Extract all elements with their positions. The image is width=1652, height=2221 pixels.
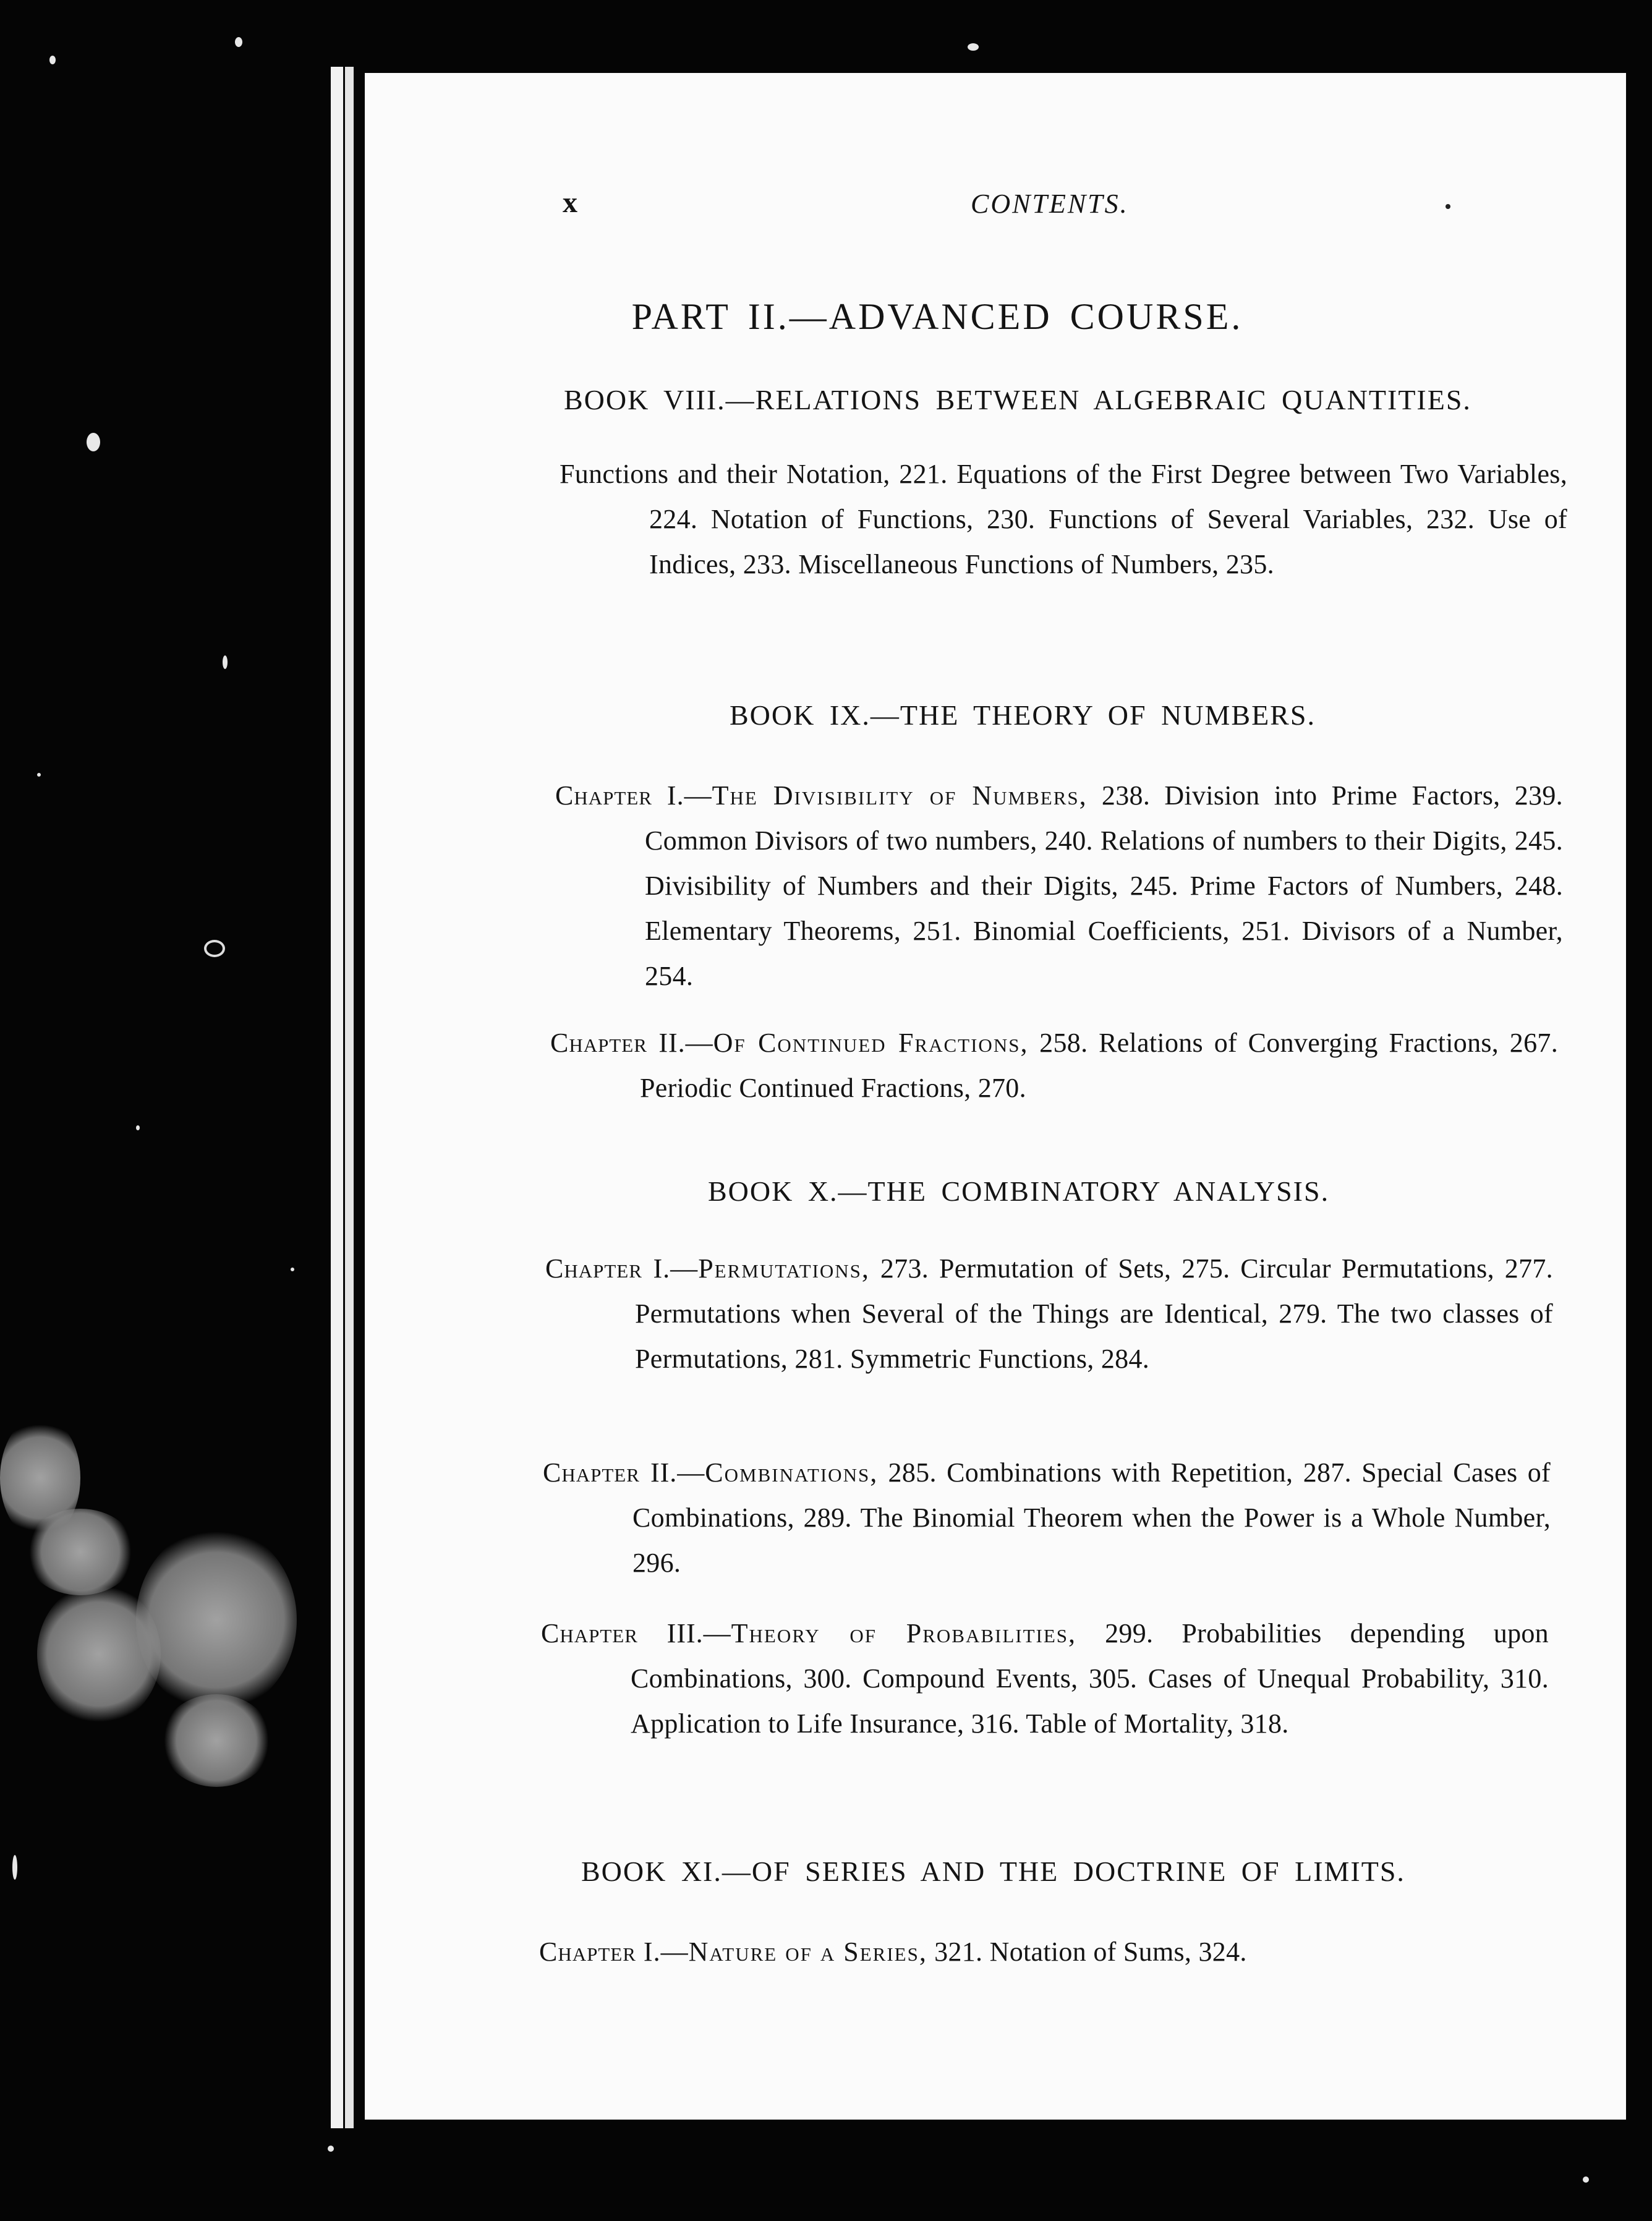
chapter-title: Combinations, xyxy=(705,1457,879,1488)
chapter-title: Nature of a Series, xyxy=(688,1937,927,1967)
entry-text: Functions and their Notation, 221. Equations of the First Degree between Two Variables, 224. Notation of Functions, 230. Functions of Several Variables, 232. Use of Indices, 233. Miscellaneous Functions of Numbers, 235. xyxy=(560,459,1567,579)
contents-entry xyxy=(555,773,1563,999)
entry-text: 258. Relations of Converging Fractions, 267. Periodic Continued Fractions, 270. xyxy=(640,1028,1559,1103)
chapter-title: Permutations, xyxy=(698,1253,870,1284)
contents-entry xyxy=(543,1450,1551,1585)
contents-entry xyxy=(560,451,1567,587)
dust-speck xyxy=(235,37,242,47)
chapter-label: Chapter I.— xyxy=(555,780,712,811)
entry-text: 321. Notation of Sums, 324. xyxy=(927,1937,1247,1967)
print-dot xyxy=(1446,204,1450,209)
chapter-title: Theory of Probabilities, xyxy=(731,1618,1077,1648)
dust-speck xyxy=(12,1855,17,1880)
book-title: BOOK X.—THE COMBINATORY ANALYSIS. xyxy=(708,1175,1330,1207)
book-title: BOOK IX.—THE THEORY OF NUMBERS. xyxy=(730,699,1316,731)
page-edge xyxy=(331,67,343,2128)
entry-text: 299. Probabilities depending upon Combinations, 300. Compound Events, 305. Cases of Unequal Probability, 310. Application to Life Insurance, 316. Table of Mortality, 318. xyxy=(631,1618,1549,1739)
page-number: x xyxy=(563,186,579,219)
chapter-label: Chapter III.— xyxy=(541,1618,731,1648)
dust-speck xyxy=(87,433,100,451)
page-edge xyxy=(345,67,354,2128)
contents-entry xyxy=(541,1611,1549,1746)
part-title: PART II.—ADVANCED COURSE. xyxy=(631,296,1243,337)
dust-speck xyxy=(136,1125,140,1130)
stain-mark xyxy=(136,1527,297,1713)
stain-mark xyxy=(161,1694,272,1787)
contents-entry xyxy=(545,1246,1553,1381)
chapter-label: Chapter II.— xyxy=(543,1457,705,1488)
dust-speck xyxy=(1583,2176,1589,2183)
entry-text: 238. Division into Prime Factors, 239. Common Divisors of two numbers, 240. Relations of numbers to their Digits, 245. Divisibility of Numbers and their Digits, 245. Prime Factors of Numbers, 248. Elementary Theorems, 251. Binomial Coefficients, 251. Divisors of a Number, 254. xyxy=(645,780,1563,991)
dust-speck xyxy=(291,1268,294,1271)
chapter-title: Of Continued Fractions, xyxy=(713,1028,1029,1058)
stain-mark xyxy=(25,1509,136,1595)
entry-text: 285. Combinations with Repetition, 287. Special Cases of Combinations, 289. The Binomial Theorem when the Power is a Whole Number, 296. xyxy=(632,1457,1551,1578)
dust-speck xyxy=(328,2146,334,2152)
dust-speck xyxy=(204,940,225,957)
chapter-label: Chapter I.— xyxy=(539,1937,689,1967)
contents-entry xyxy=(550,1020,1558,1110)
dust-speck xyxy=(223,655,228,669)
book-title: BOOK VIII.—RELATIONS BETWEEN ALGEBRAIC QUANTITIES. xyxy=(564,384,1471,416)
entry-text: 273. Permutation of Sets, 275. Circular Permutations, 277. Permutations when Several of the Things are Identical, 279. The two classes of Permutations, 281. Symmetric Functions, 284. xyxy=(635,1253,1553,1374)
running-title: CONTENTS. xyxy=(971,189,1129,219)
chapter-label: Chapter I.— xyxy=(545,1253,699,1284)
contents-entry xyxy=(539,1929,1547,1974)
dust-speck xyxy=(49,56,56,64)
chapter-label: Chapter II.— xyxy=(550,1028,713,1058)
dust-speck xyxy=(968,43,979,51)
chapter-title: The Divisibility of Numbers, xyxy=(712,780,1088,811)
book-title: BOOK XI.—OF SERIES AND THE DOCTRINE OF LIMITS. xyxy=(581,1856,1405,1887)
dust-speck xyxy=(37,773,41,777)
